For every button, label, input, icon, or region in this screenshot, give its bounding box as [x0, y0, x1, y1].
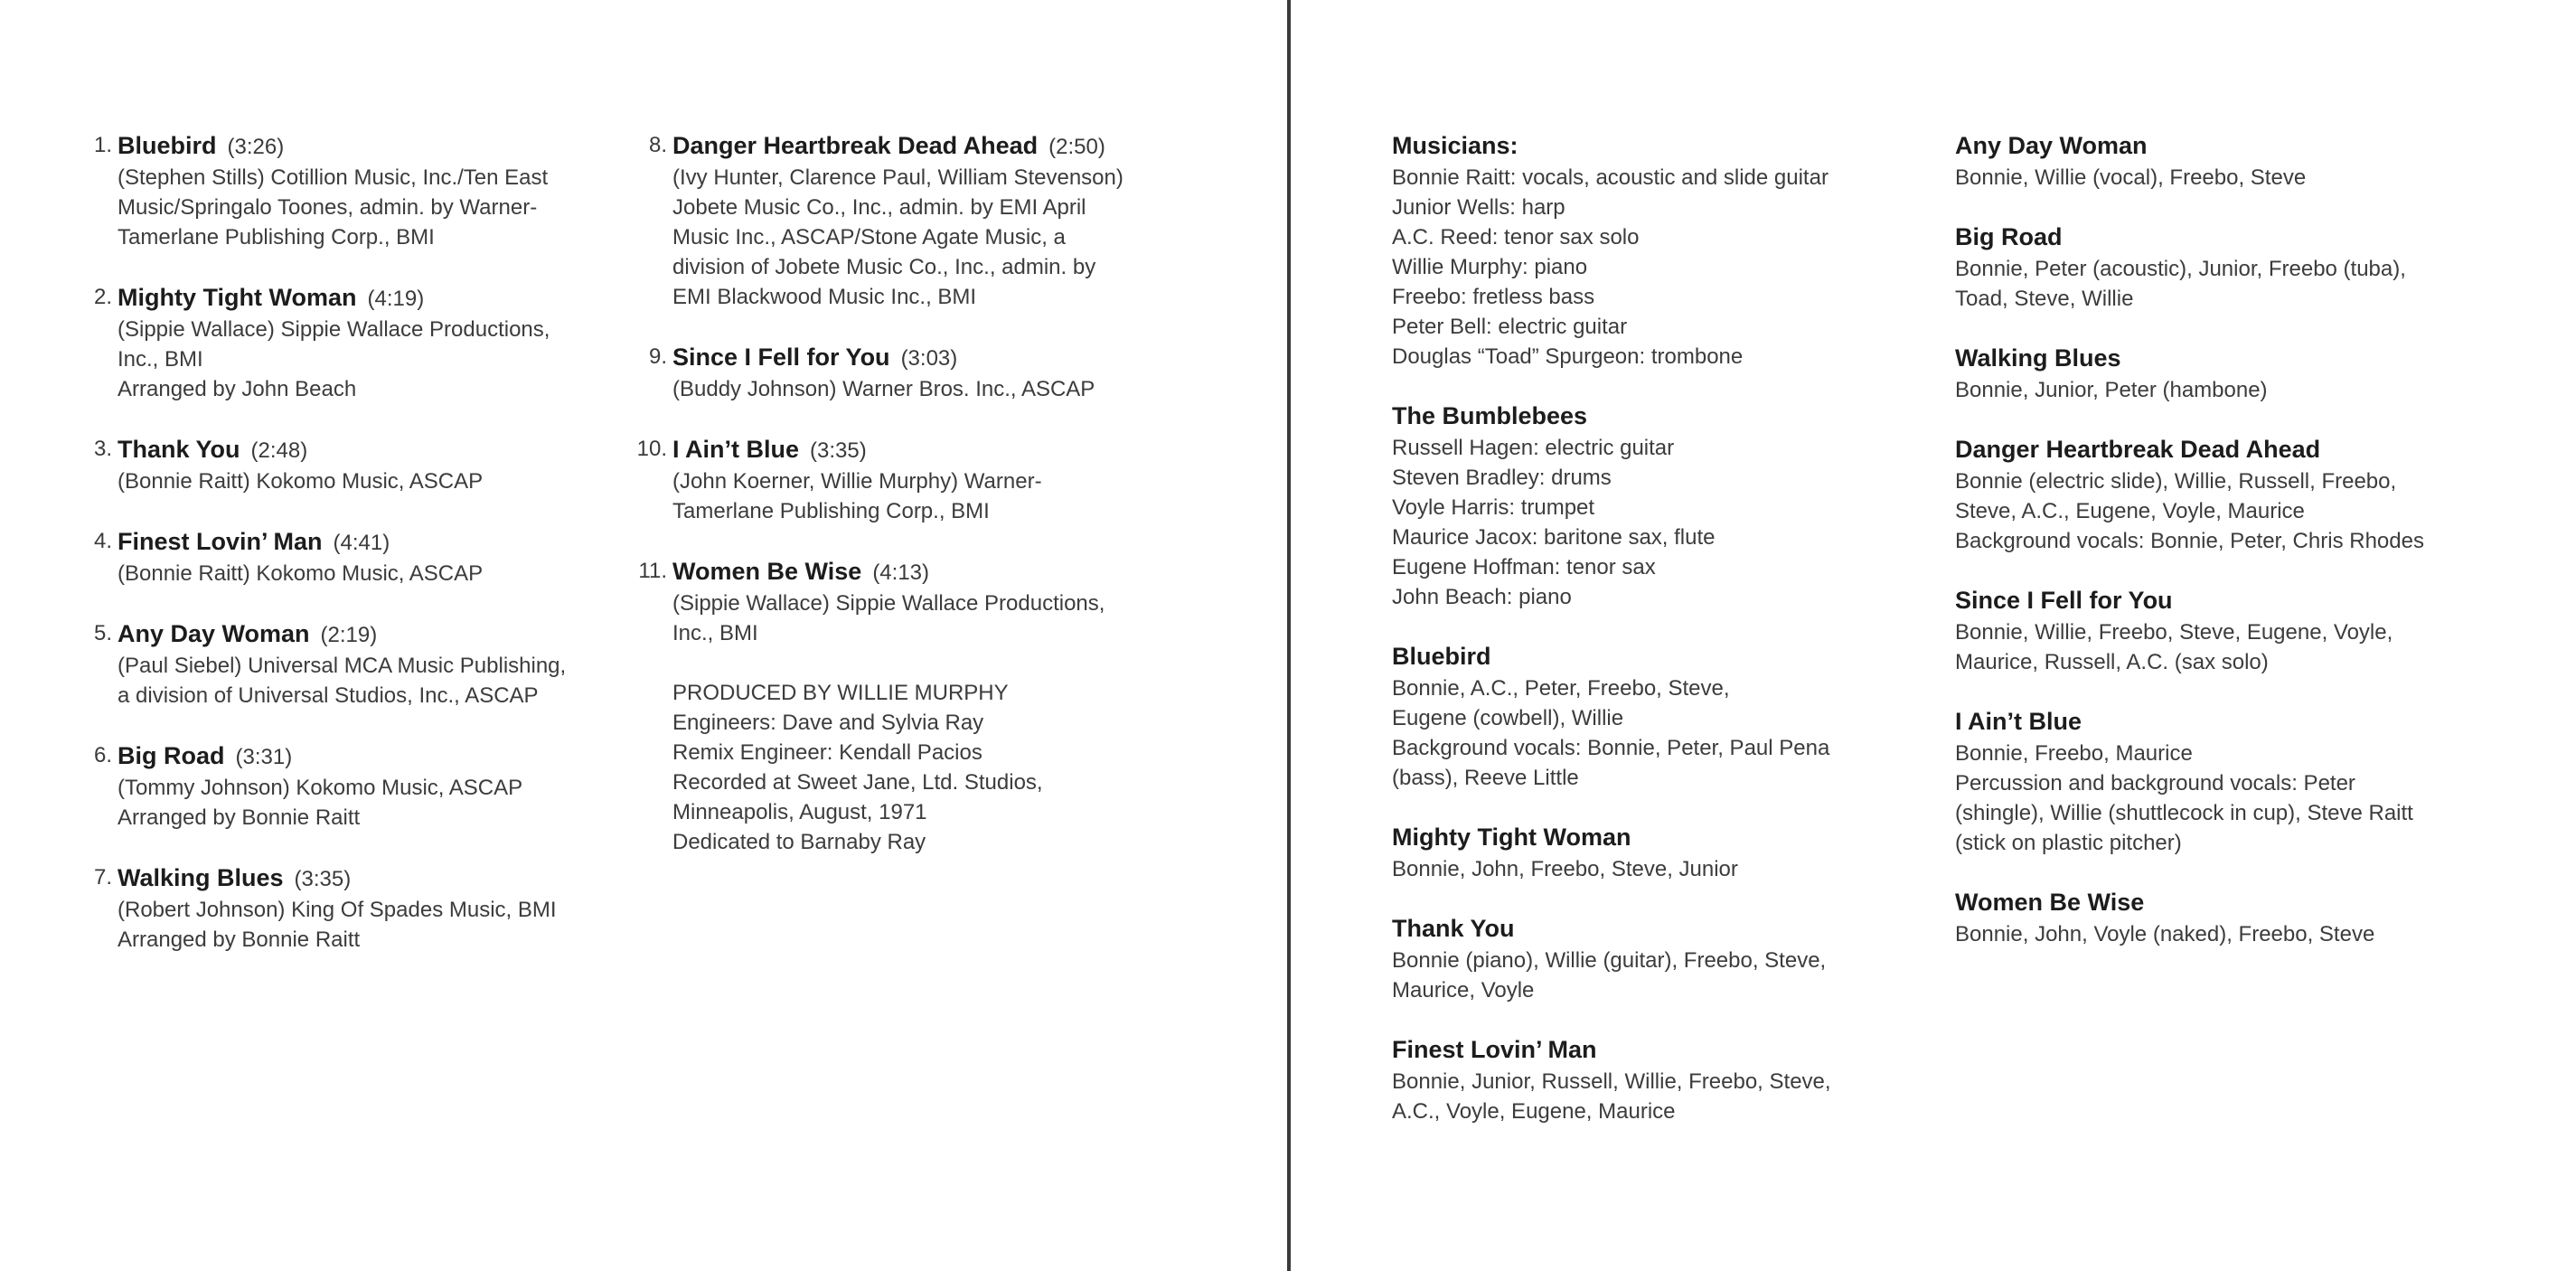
production-credits — [633, 678, 1193, 857]
track-credit-line: (Bonnie Raitt) Kokomo Music, ASCAP — [118, 469, 484, 494]
track-title: Women Be Wise — [672, 558, 862, 585]
personnel-line: John Beach: piano — [1392, 585, 1572, 609]
track-credit-line: Inc., BMI — [118, 347, 203, 372]
track-duration: (4:41) — [333, 531, 390, 555]
personnel-line: Steven Bradley: drums — [1392, 466, 1612, 490]
personnel-group-heading: Women Be Wise — [1955, 889, 2145, 916]
personnel-line: Freebo: fretless bass — [1392, 285, 1595, 309]
track-heading — [118, 526, 620, 559]
personnel-group — [1955, 343, 2497, 405]
track-title: Any Day Woman — [118, 620, 310, 647]
production-credit-line: Recorded at Sweet Jane, Ltd. Studios, — [672, 770, 1043, 795]
track-credit-line: (Stephen Stills) Cotillion Music, Inc./Ten East — [118, 165, 549, 190]
track-credit-line: (Ivy Hunter, Clarence Paul, William Stevenson) — [672, 165, 1123, 190]
personnel-line: Eugene (cowbell), Willie — [1392, 706, 1624, 730]
track-heading — [672, 130, 1193, 163]
track-number: 4. — [93, 529, 112, 553]
track-heading — [672, 434, 1193, 466]
personnel-line: Bonnie, Freebo, Maurice — [1955, 741, 2193, 766]
track-duration: (2:50) — [1048, 135, 1105, 159]
personnel-group-heading: Walking Blues — [1955, 344, 2121, 372]
track-credit-line: (John Koerner, Willie Murphy) Warner- — [672, 469, 1042, 494]
personnel-line: Willie Murphy: piano — [1392, 255, 1588, 279]
track-heading — [118, 862, 620, 895]
track-duration: (3:03) — [900, 346, 958, 371]
personnel-line: A.C. Reed: tenor sax solo — [1392, 225, 1640, 249]
track-duration: (4:13) — [872, 560, 930, 585]
production-credit-line: PRODUCED BY WILLIE MURPHY — [672, 681, 1009, 705]
track-title: Since I Fell for You — [672, 344, 890, 371]
personnel-line: Douglas “Toad” Spurgeon: trombone — [1392, 344, 1744, 369]
track-entry — [633, 556, 1193, 648]
personnel-group-heading: I Ain’t Blue — [1955, 708, 2082, 735]
personnel-group — [1392, 130, 1898, 372]
track-credit-line: Arranged by Bonnie Raitt — [118, 927, 361, 952]
personnel-line: (shingle), Willie (shuttlecock in cup), Steve Raitt — [1955, 801, 2413, 825]
track-credit-line: (Sippie Wallace) Sippie Wallace Productions, — [118, 317, 550, 342]
personnel-line: Steve, A.C., Eugene, Voyle, Maurice — [1955, 499, 2305, 523]
track-entry — [87, 862, 620, 955]
track-credit-line: Music/Springalo Toones, admin. by Warner- — [118, 195, 538, 220]
personnel-group — [1392, 913, 1898, 1005]
personnel-line: Voyle Harris: trumpet — [1392, 495, 1595, 520]
track-heading — [118, 618, 620, 651]
track-title: Mighty Tight Woman — [118, 284, 357, 311]
track-credit-line: (Tommy Johnson) Kokomo Music, ASCAP — [118, 776, 523, 800]
track-credit-line: Inc., BMI — [672, 621, 758, 645]
track-title: Finest Lovin’ Man — [118, 528, 323, 555]
track-number: 8. — [648, 133, 667, 157]
track-number: 11. — [638, 559, 667, 583]
personnel-group — [1955, 130, 2497, 193]
track-number: 1. — [93, 133, 112, 157]
personnel-line: Bonnie, Junior, Peter (hambone) — [1955, 378, 2268, 402]
personnel-line: Maurice, Russell, A.C. (sax solo) — [1955, 650, 2269, 674]
track-heading — [672, 342, 1193, 374]
track-title: Bluebird — [118, 132, 217, 159]
track-credit-line: Music Inc., ASCAP/Stone Agate Music, a — [672, 225, 1066, 249]
personnel-group-heading: Any Day Woman — [1955, 132, 2148, 159]
track-list-column-1 — [87, 130, 620, 984]
track-entry — [633, 434, 1193, 526]
personnel-group-heading: Bluebird — [1392, 643, 1491, 670]
personnel-line: Bonnie, Willie (vocal), Freebo, Steve — [1955, 165, 2307, 190]
personnel-line: Peter Bell: electric guitar — [1392, 315, 1628, 339]
track-entry — [633, 342, 1193, 404]
track-heading — [672, 556, 1193, 588]
track-title: Walking Blues — [118, 864, 284, 891]
personnel-group-heading: Mighty Tight Woman — [1392, 824, 1631, 851]
production-credit-line: Remix Engineer: Kendall Pacios — [672, 740, 982, 765]
personnel-line: Bonnie, Willie, Freebo, Steve, Eugene, Voyle, — [1955, 620, 2393, 645]
track-credit-line: (Robert Johnson) King Of Spades Music, BMI — [118, 898, 557, 922]
personnel-group — [1392, 1034, 1898, 1126]
track-credit-line: Arranged by Bonnie Raitt — [118, 805, 361, 830]
track-credit-line: (Sippie Wallace) Sippie Wallace Productions, — [672, 591, 1105, 616]
track-credit-line: Tamerlane Publishing Corp., BMI — [672, 499, 990, 523]
personnel-line: Maurice Jacox: baritone sax, flute — [1392, 525, 1716, 550]
track-list-column-2 — [633, 130, 1193, 857]
personnel-line: Bonnie, John, Voyle (naked), Freebo, Steve — [1955, 922, 2375, 946]
track-credit-line: (Buddy Johnson) Warner Bros. Inc., ASCAP — [672, 377, 1095, 401]
personnel-group — [1392, 641, 1898, 793]
track-title: Danger Heartbreak Dead Ahead — [672, 132, 1039, 159]
personnel-group — [1955, 887, 2497, 949]
personnel-group — [1955, 585, 2497, 677]
personnel-group-heading: Since I Fell for You — [1955, 587, 2173, 614]
personnel-group — [1955, 221, 2497, 314]
track-credit-line: (Bonnie Raitt) Kokomo Music, ASCAP — [118, 561, 484, 586]
personnel-group-heading: Danger Heartbreak Dead Ahead — [1955, 436, 2321, 463]
track-credit-line: Jobete Music Co., Inc., admin. by EMI April — [672, 195, 1086, 220]
personnel-line: Bonnie, Junior, Russell, Willie, Freebo, Steve, — [1392, 1069, 1831, 1094]
personnel-line: Eugene Hoffman: tenor sax — [1392, 555, 1656, 579]
personnel-group-heading: Finest Lovin’ Man — [1392, 1036, 1597, 1063]
track-duration: (4:19) — [367, 287, 425, 311]
track-entry — [87, 130, 620, 252]
personnel-line: Bonnie, Peter (acoustic), Junior, Freebo (tuba), — [1955, 257, 2406, 281]
track-entry — [87, 434, 620, 496]
production-credit-line: Minneapolis, August, 1971 — [672, 800, 927, 824]
personnel-line: Bonnie Raitt: vocals, acoustic and slide guitar — [1392, 165, 1829, 190]
personnel-group-heading: Big Road — [1955, 223, 2063, 250]
track-number: 3. — [93, 437, 112, 461]
personnel-group — [1392, 400, 1898, 612]
track-duration: (2:19) — [320, 623, 378, 647]
track-heading — [118, 282, 620, 315]
personnel-column-1 — [1392, 130, 1898, 1155]
track-duration: (3:35) — [810, 438, 867, 463]
personnel-line: Background vocals: Bonnie, Peter, Chris Rhodes — [1955, 529, 2424, 553]
personnel-line: Maurice, Voyle — [1392, 978, 1535, 1003]
track-entry — [87, 740, 620, 833]
track-heading — [118, 434, 620, 466]
personnel-line: Bonnie (electric slide), Willie, Russell, Freebo, — [1955, 469, 2397, 494]
track-duration: (3:35) — [294, 867, 352, 891]
track-title: I Ain’t Blue — [672, 436, 799, 463]
page-fold-divider — [1287, 0, 1291, 1271]
personnel-line: Bonnie, John, Freebo, Steve, Junior — [1392, 857, 1738, 881]
track-heading — [118, 740, 620, 773]
personnel-column-2 — [1955, 130, 2497, 978]
track-entry — [87, 618, 620, 711]
track-duration: (3:31) — [235, 745, 293, 769]
track-duration: (3:26) — [227, 135, 285, 159]
production-credit-line: Engineers: Dave and Sylvia Ray — [672, 711, 984, 735]
production-credit-line: Dedicated to Barnaby Ray — [672, 830, 926, 854]
personnel-group-heading: Musicians: — [1392, 132, 1518, 159]
track-entry — [87, 526, 620, 588]
track-number: 10. — [636, 437, 667, 461]
personnel-line: Bonnie (piano), Willie (guitar), Freebo, Steve, — [1392, 948, 1827, 973]
track-credit-line: division of Jobete Music Co., Inc., admin. by — [672, 255, 1096, 279]
personnel-group-heading: Thank You — [1392, 915, 1515, 942]
track-title: Big Road — [118, 742, 225, 769]
personnel-line: Junior Wells: harp — [1392, 195, 1565, 220]
personnel-line: Russell Hagen: electric guitar — [1392, 436, 1675, 460]
personnel-group-heading: The Bumblebees — [1392, 402, 1588, 429]
personnel-line: Background vocals: Bonnie, Peter, Paul Pena — [1392, 736, 1830, 760]
personnel-line: Percussion and background vocals: Peter — [1955, 771, 2355, 796]
track-credit-line: (Paul Siebel) Universal MCA Music Publishing, — [118, 654, 567, 678]
personnel-line: A.C., Voyle, Eugene, Maurice — [1392, 1099, 1676, 1124]
personnel-line: (bass), Reeve Little — [1392, 766, 1579, 790]
track-entry — [87, 282, 620, 404]
track-credit-line: Tamerlane Publishing Corp., BMI — [118, 225, 435, 249]
track-credit-line: EMI Blackwood Music Inc., BMI — [672, 285, 977, 309]
track-credit-line: a division of Universal Studios, Inc., ASCAP — [118, 683, 539, 708]
track-credit-line: Arranged by John Beach — [118, 377, 357, 401]
track-duration: (2:48) — [250, 438, 308, 463]
track-number: 9. — [648, 344, 667, 369]
track-title: Thank You — [118, 436, 240, 463]
personnel-group — [1392, 822, 1898, 884]
track-heading — [118, 130, 620, 163]
track-number: 6. — [93, 743, 112, 767]
personnel-group — [1955, 706, 2497, 858]
personnel-group — [1955, 434, 2497, 556]
track-entry — [633, 130, 1193, 312]
personnel-line: Bonnie, A.C., Peter, Freebo, Steve, — [1392, 676, 1730, 701]
track-number: 2. — [93, 285, 112, 309]
track-number: 7. — [93, 865, 112, 890]
personnel-line: Toad, Steve, Willie — [1955, 287, 2134, 311]
track-number: 5. — [93, 621, 112, 645]
personnel-line: (stick on plastic pitcher) — [1955, 831, 2182, 855]
